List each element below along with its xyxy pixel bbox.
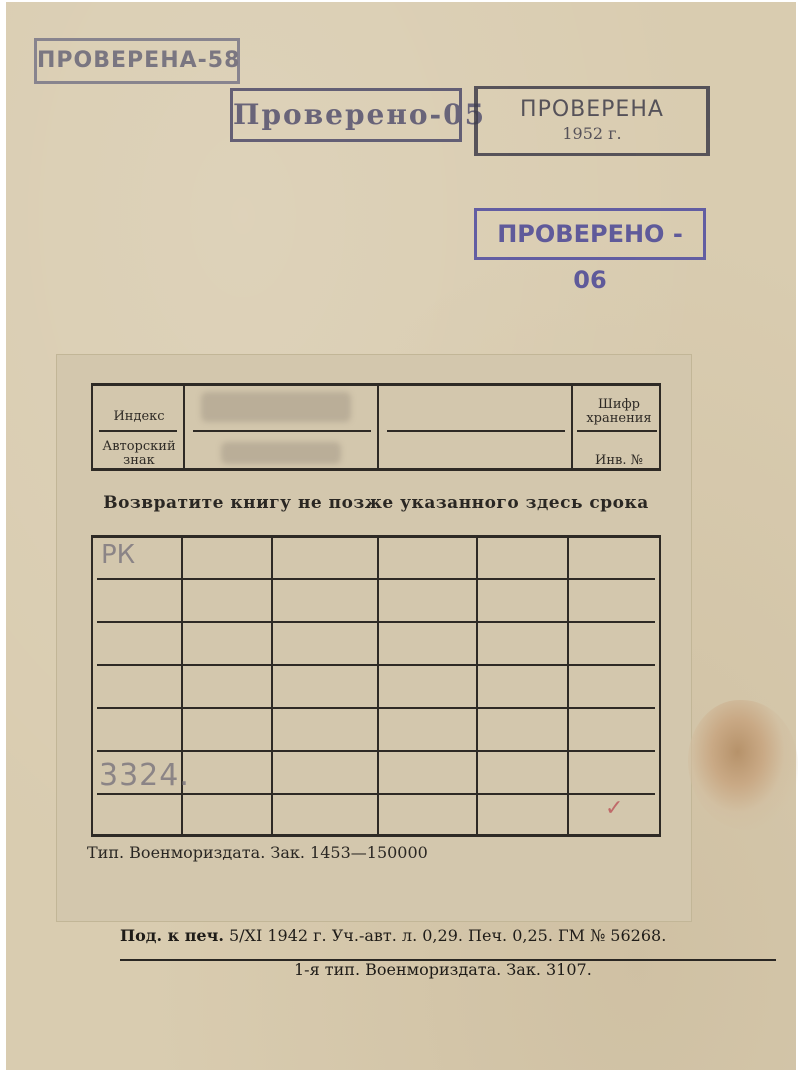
erased-index-value	[201, 392, 351, 422]
grid-column-line	[476, 538, 478, 834]
stamp-proverena-1952	[474, 86, 710, 156]
grid-row-line	[97, 750, 655, 752]
imprint-line-1	[120, 926, 666, 945]
handwritten-number: 3324.	[99, 758, 190, 793]
card-printer-info: Тип. Военмориздата. Зак. 1453—150000	[87, 843, 428, 862]
document-page	[6, 2, 796, 1070]
grid-row-line	[97, 621, 655, 623]
imprint-line-2: 1-я тип. Военмориздата. Зак. 3107.	[294, 960, 592, 979]
header-divider	[577, 430, 657, 432]
header-column-blank	[379, 386, 573, 468]
stamp-provereno-06: ПРОВЕРЕНО - 06	[474, 208, 706, 260]
stamp-proverena-58: ПРОВЕРЕНА-58	[34, 38, 240, 84]
header-divider	[387, 430, 565, 432]
library-date-card	[56, 354, 692, 922]
stamp-line-2: 1952 г.	[562, 124, 622, 143]
stamp-line-1: ПРОВЕРЕНА	[520, 97, 664, 122]
return-notice: Возвратите книгу не позже указанного здесь срока	[103, 493, 649, 513]
erased-author-value	[221, 442, 341, 464]
grid-column-line	[567, 538, 569, 834]
header-divider	[193, 430, 371, 432]
handwritten-rk: РК	[101, 540, 136, 570]
inventory-number-label: Инв. №	[595, 453, 643, 468]
water-stain	[688, 700, 798, 830]
grid-column-line	[271, 538, 273, 834]
grid-row-line	[97, 707, 655, 709]
header-divider	[99, 430, 177, 432]
author-sign-label: Авторский знак	[102, 439, 176, 468]
stamp-provereno-05: Проверено-05	[230, 88, 462, 142]
grid-row-line	[97, 664, 655, 666]
imprint-details: 5/XI 1942 г. Уч.-авт. л. 0,29. Печ. 0,25. ГМ № 56268.	[228, 926, 667, 945]
red-check-mark: ✓	[605, 796, 624, 821]
grid-column-line	[377, 538, 379, 834]
grid-row-line	[97, 578, 655, 580]
catalog-header-table	[91, 383, 661, 471]
imprint-signed: Под. к печ.	[120, 926, 224, 945]
index-label: Индекс	[113, 409, 165, 424]
due-date-grid	[91, 535, 661, 837]
cipher-label: Шифр хранения	[586, 397, 652, 426]
grid-row-line	[97, 793, 655, 795]
